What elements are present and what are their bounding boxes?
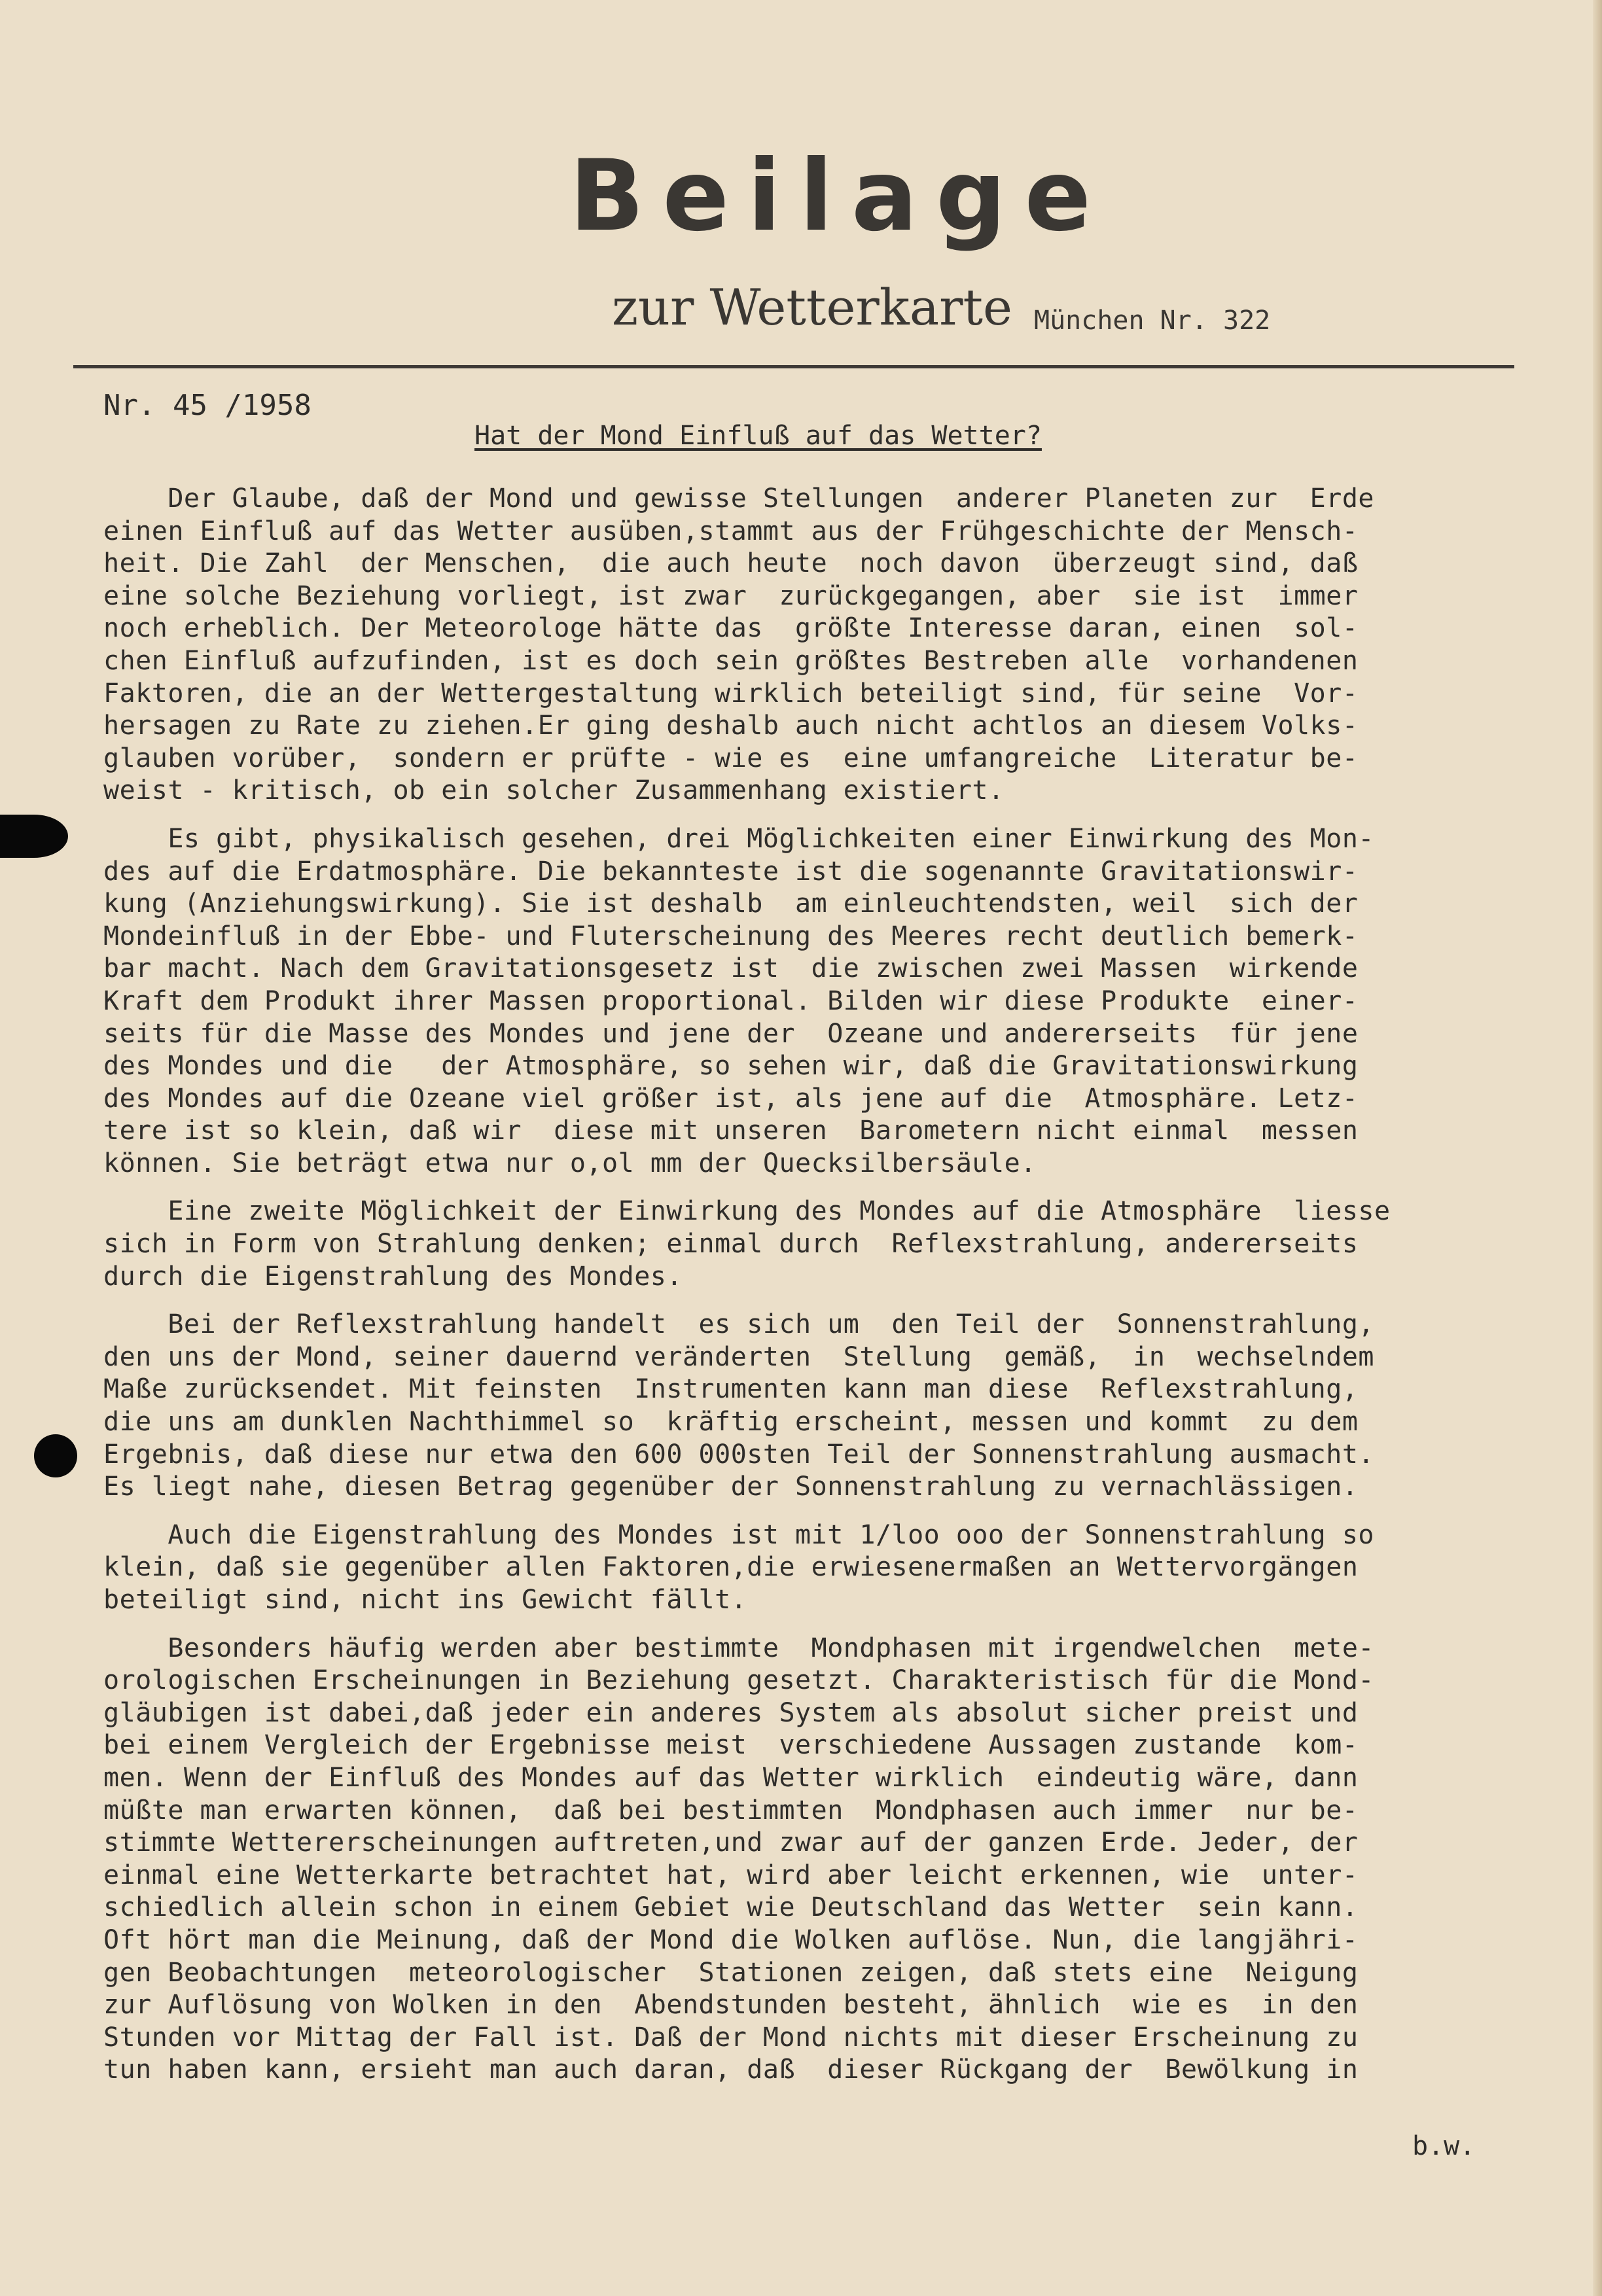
text-line: bar macht. Nach dem Gravitationsgesetz ist die zwischen zwei Massen wirkende bbox=[103, 953, 1359, 984]
text-line: müßte man erwarten können, daß bei bestimmten Mondphasen auch immer nur be- bbox=[103, 1795, 1359, 1826]
text-line: klein, daß sie gegenüber allen Faktoren,die erwiesenermaßen an Wettervorgängen bbox=[103, 1552, 1359, 1583]
text-line: Oft hört man die Meinung, daß der Mond die Wolken auflöse. Nun, die langjähri- bbox=[103, 1924, 1359, 1955]
masthead-title: Beilage bbox=[569, 139, 1110, 253]
text-line: den uns der Mond, seiner dauernd veränderten Stellung gemäß, in wechselndem bbox=[103, 1341, 1374, 1372]
text-line: sich in Form von Strahlung denken; einmal durch Reflexstrahlung, andererseits bbox=[103, 1229, 1359, 1260]
text-line: einmal eine Wetterkarte betrachtet hat, wird aber leicht erkennen, wie unter- bbox=[103, 1860, 1359, 1890]
article-paragraph bbox=[103, 823, 1484, 1180]
text-line: schiedlich allein schon in einem Gebiet wie Deutschland das Wetter sein kann. bbox=[103, 1892, 1359, 1923]
text-line: bei einem Vergleich der Ergebnisse meist verschiedene Aussagen zustande kom- bbox=[103, 1730, 1359, 1761]
article-paragraph bbox=[103, 1309, 1484, 1504]
punch-hole-bottom bbox=[34, 1434, 77, 1477]
text-line: tun haben kann, ersieht man auch daran, daß dieser Rückgang der Bewölkung in bbox=[103, 2055, 1359, 2085]
text-line: gen Beobachtungen meteorologischer Stationen zeigen, daß stets eine Neigung bbox=[103, 1957, 1359, 1988]
text-line: Maße zurücksendet. Mit feinsten Instrumenten kann man diese Reflexstrahlung, bbox=[103, 1374, 1359, 1405]
text-line: heit. Die Zahl der Menschen, die auch heute noch davon überzeugt sind, daß bbox=[103, 548, 1359, 579]
text-line: gläubigen ist dabei,daß jeder ein anderes System als absolut sicher preist und bbox=[103, 1697, 1359, 1728]
text-line: Der Glaube, daß der Mond und gewisse Stellungen anderer Planeten zur Erde bbox=[103, 484, 1374, 514]
text-line: glauben vorüber, sondern er prüfte - wie es eine umfangreiche Literatur be- bbox=[103, 743, 1359, 773]
text-line: Kraft dem Produkt ihrer Massen proportional. Bilden wir diese Produkte einer- bbox=[103, 985, 1359, 1016]
text-line: orologischen Erscheinungen in Beziehung gesetzt. Charakteristisch für die Mond- bbox=[103, 1665, 1374, 1696]
article-paragraph bbox=[103, 1519, 1484, 1617]
text-line: beteiligt sind, nicht ins Gewicht fällt. bbox=[103, 1585, 747, 1615]
text-line: Ergebnis, daß diese nur etwa den 600 000sten Teil der Sonnenstrahlung ausmacht. bbox=[103, 1439, 1374, 1470]
text-line: zur Auflösung von Wolken in den Abendstunden besteht, ähnlich wie es in den bbox=[103, 1990, 1359, 2021]
text-line: Auch die Eigenstrahlung des Mondes ist mit 1/loo ooo der Sonnenstrahlung so bbox=[103, 1519, 1374, 1550]
masthead-edition: München Nr. 322 bbox=[1034, 306, 1271, 336]
header-divider bbox=[73, 365, 1514, 368]
text-line: können. Sie beträgt etwa nur o,ol mm der Quecksilbersäule. bbox=[103, 1148, 1037, 1178]
text-line: chen Einfluß aufzufinden, ist es doch sein größtes Bestreben alle vorhandenen bbox=[103, 645, 1359, 676]
text-line: Es gibt, physikalisch gesehen, drei Möglichkeiten einer Einwirkung des Mon- bbox=[103, 823, 1374, 854]
issue-number: Nr. 45 /1958 bbox=[103, 389, 312, 422]
text-line: Es liegt nahe, diesen Betrag gegenüber der Sonnenstrahlung zu vernachlässigen. bbox=[103, 1472, 1359, 1502]
text-line: seits für die Masse des Mondes und jene der Ozeane und andererseits für jene bbox=[103, 1018, 1359, 1049]
text-line: des Mondes auf die Ozeane viel größer ist, als jene auf die Atmosphäre. Letz- bbox=[103, 1083, 1359, 1114]
text-line: weist - kritisch, ob ein solcher Zusammenhang existiert. bbox=[103, 775, 1005, 806]
text-line: des Mondes und die der Atmosphäre, so sehen wir, daß die Gravitationswirkung bbox=[103, 1051, 1359, 1082]
article-paragraph bbox=[103, 483, 1484, 807]
text-line: men. Wenn der Einfluß des Mondes auf das Wetter wirklich eindeutig wäre, dann bbox=[103, 1762, 1359, 1793]
article-paragraph bbox=[103, 1195, 1484, 1293]
page-turn-note: b.w. bbox=[1412, 2131, 1476, 2161]
text-line: stimmte Wettererscheinungen auftreten,und zwar auf der ganzen Erde. Jeder, der bbox=[103, 1828, 1359, 1858]
text-line: die uns am dunklen Nachthimmel so kräftig erscheint, messen und kommt zu dem bbox=[103, 1407, 1359, 1438]
article-title: Hat der Mond Einfluß auf das Wetter? bbox=[474, 421, 1042, 451]
text-line: hersagen zu Rate zu ziehen.Er ging deshalb auch nicht achtlos an diesem Volks- bbox=[103, 711, 1359, 741]
text-line: einen Einfluß auf das Wetter ausüben,stammt aus der Frühgeschichte der Mensch- bbox=[103, 516, 1359, 546]
text-line: Bei der Reflexstrahlung handelt es sich um den Teil der Sonnenstrahlung, bbox=[103, 1309, 1374, 1340]
text-line: noch erheblich. Der Meteorologe hätte das größte Interesse daran, einen sol- bbox=[103, 613, 1359, 644]
text-line: Faktoren, die an der Wettergestaltung wirklich beteiligt sind, für seine Vor- bbox=[103, 678, 1359, 709]
text-line: eine solche Beziehung vorliegt, ist zwar zurückgegangen, aber sie ist immer bbox=[103, 580, 1359, 611]
text-line: tere ist so klein, daß wir diese mit unseren Barometern nicht einmal messen bbox=[103, 1116, 1359, 1146]
text-line: durch die Eigenstrahlung des Mondes. bbox=[103, 1261, 683, 1292]
text-line: kung (Anziehungswirkung). Sie ist deshalb am einleuchtendsten, weil sich der bbox=[103, 889, 1359, 919]
article-paragraph bbox=[103, 1633, 1484, 2087]
paper-edge-shadow bbox=[1593, 0, 1602, 2296]
text-line: Eine zweite Möglichkeit der Einwirkung des Mondes auf die Atmosphäre liesse bbox=[103, 1196, 1391, 1227]
text-line: des auf die Erdatmosphäre. Die bekannteste ist die sogenannte Gravitationswir- bbox=[103, 856, 1359, 887]
text-line: Besonders häufig werden aber bestimmte Mondphasen mit irgendwelchen mete- bbox=[103, 1633, 1374, 1663]
article-body bbox=[103, 483, 1484, 2102]
masthead-subtitle: zur Wetterkarte bbox=[612, 278, 1012, 336]
punch-hole-top bbox=[0, 815, 68, 858]
text-line: Mondeinfluß in der Ebbe- und Fluterscheinung des Meeres recht deutlich bemerk- bbox=[103, 921, 1359, 951]
text-line: Stunden vor Mittag der Fall ist. Daß der Mond nichts mit dieser Erscheinung zu bbox=[103, 2022, 1359, 2053]
